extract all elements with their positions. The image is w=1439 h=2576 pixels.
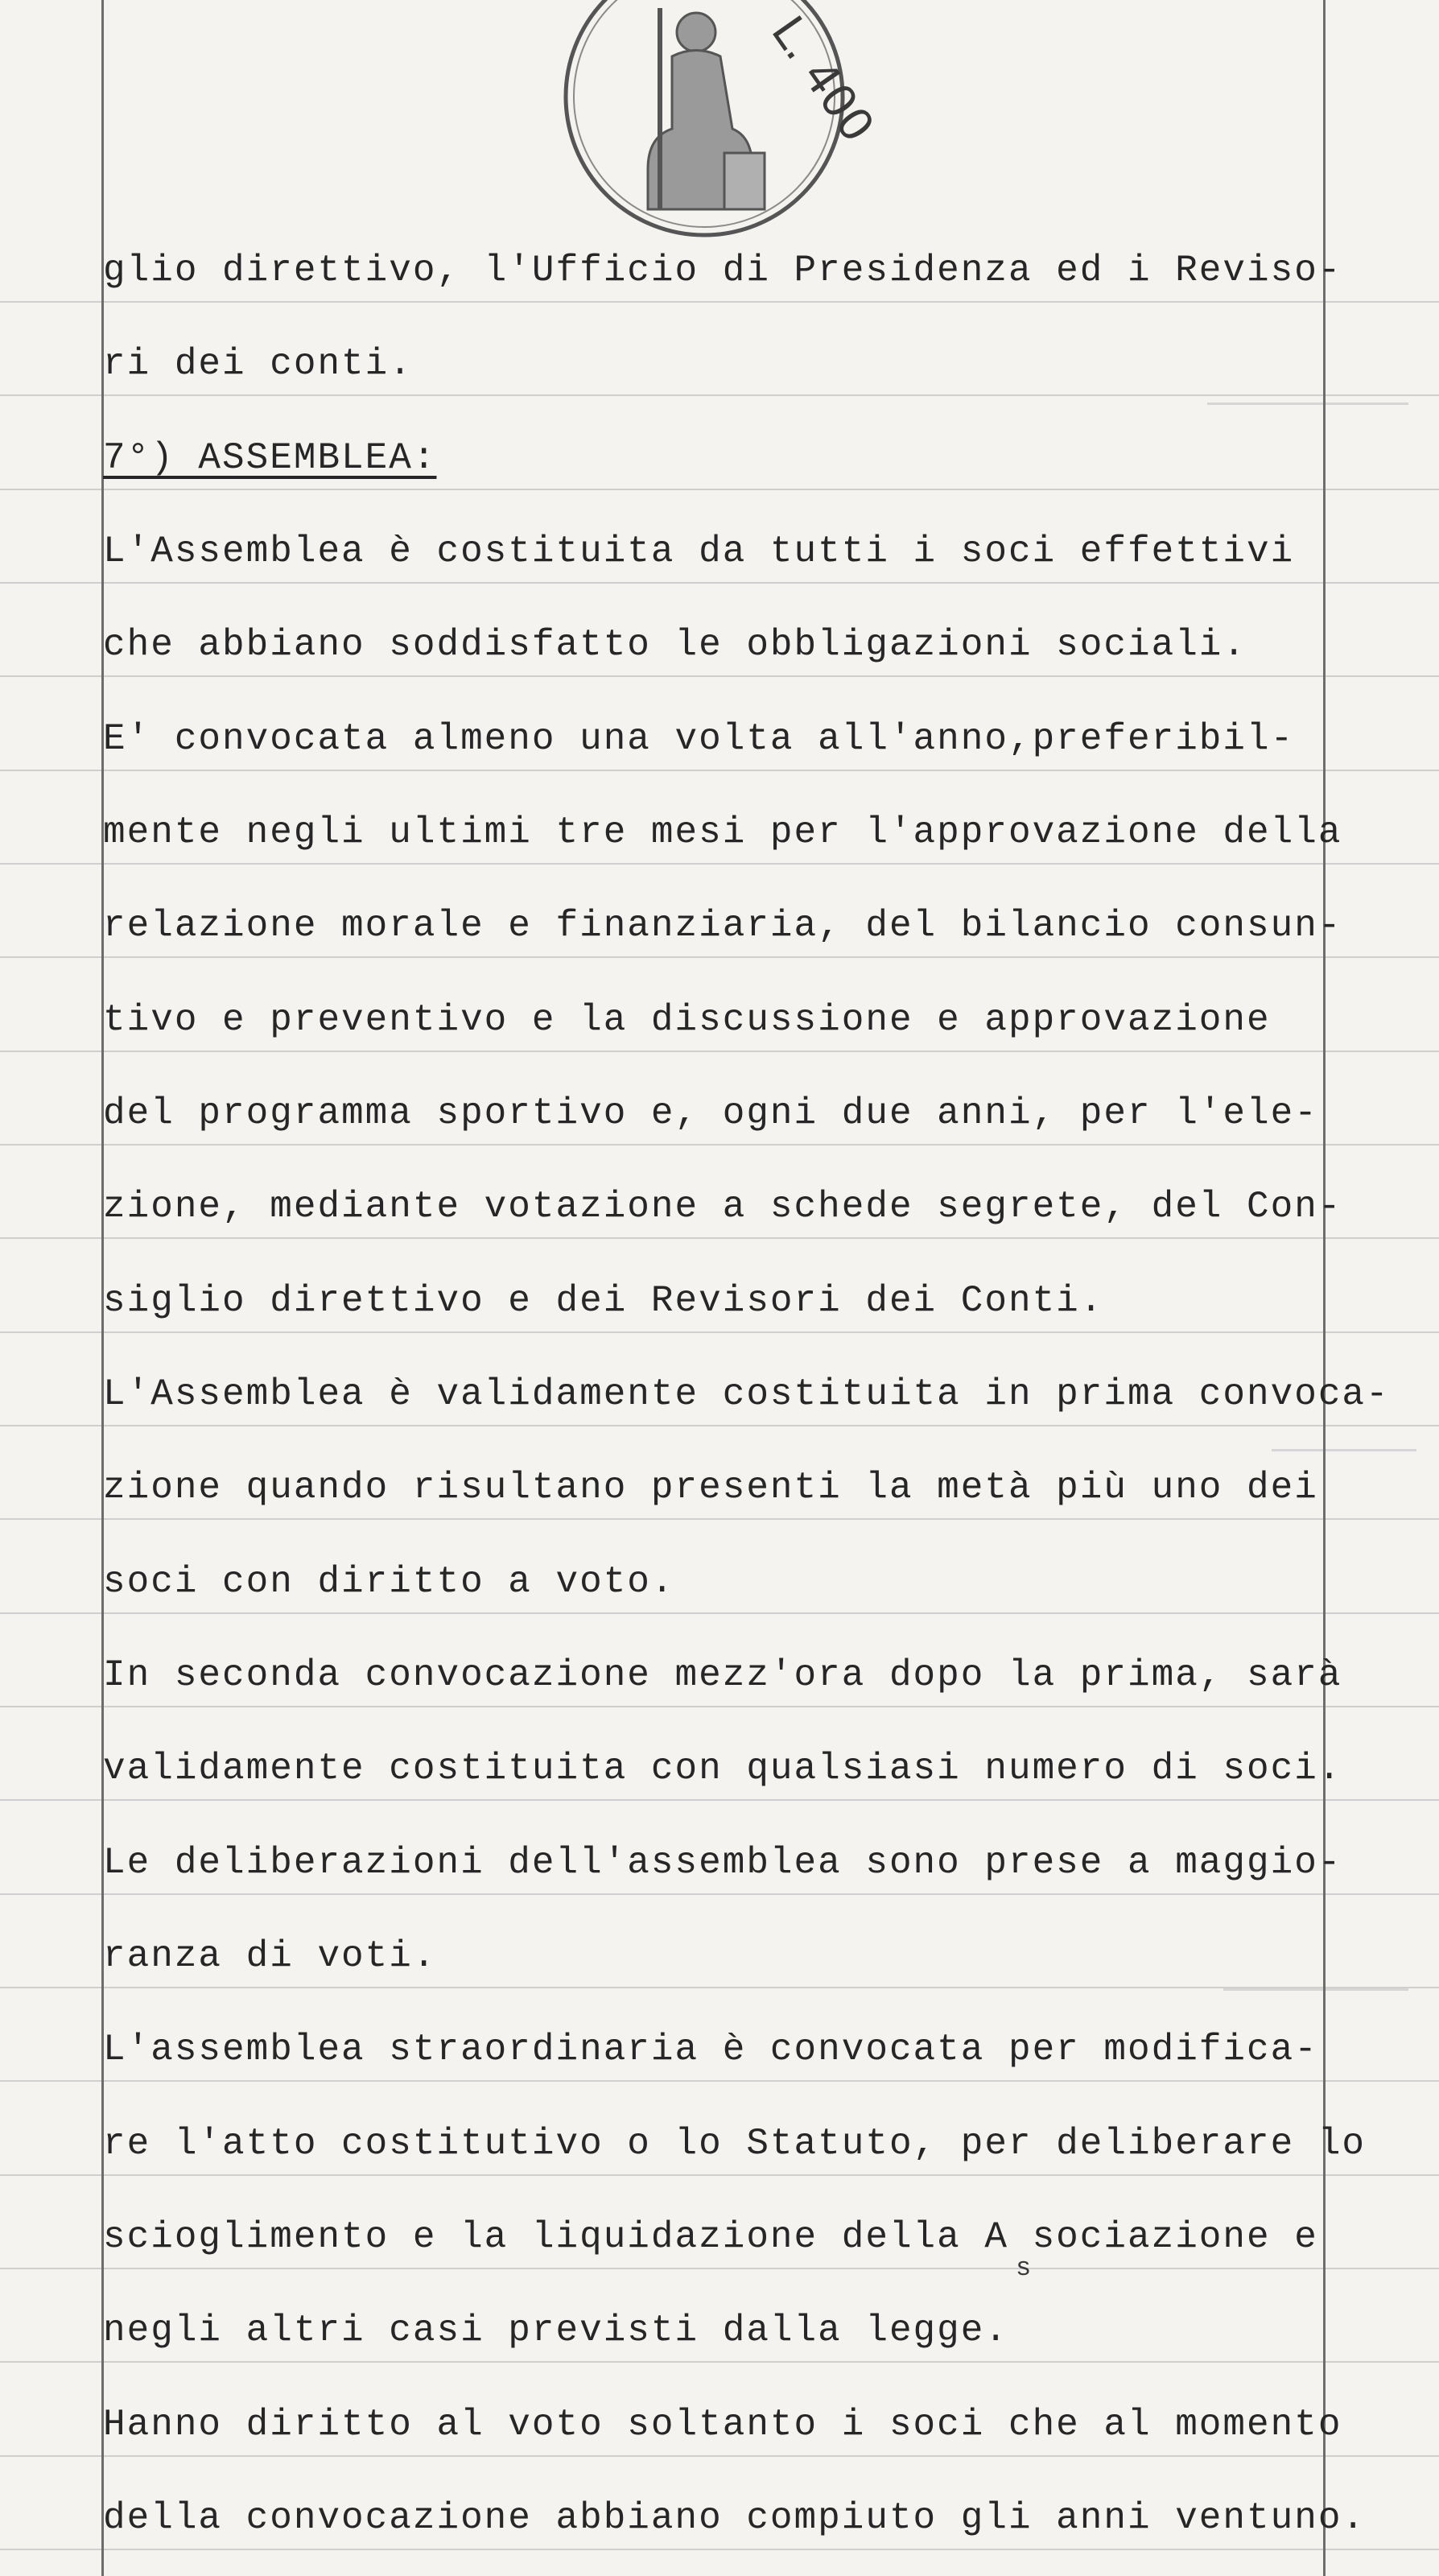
- rule-line: [0, 2174, 1439, 2176]
- text-line: validamente costituita con qualsiasi numero di soci.: [103, 1748, 1342, 1790]
- rule-line: [0, 1237, 1439, 1239]
- bleed-through-mark: [1272, 1449, 1416, 1451]
- rule-line: [0, 1144, 1439, 1146]
- rule-line: [0, 1799, 1439, 1801]
- rule-line: [0, 1518, 1439, 1520]
- text-line: della convocazione abbiano compiuto gli anni ventuno.: [103, 2497, 1367, 2539]
- rule-line: [0, 1051, 1439, 1052]
- rule-line: [0, 1425, 1439, 1426]
- text-line: Hanno diritto al voto soltanto i soci che al momento: [103, 2404, 1342, 2446]
- rule-line: [0, 1331, 1439, 1333]
- right-margin-line: [1323, 0, 1326, 2576]
- text-line: Le deliberazioni dell'assemblea sono prese a maggio-: [103, 1842, 1342, 1884]
- rule-line: [0, 2080, 1439, 2082]
- text-line: zione quando risultano presenti la metà più uno dei: [103, 1467, 1318, 1509]
- text-line: L'Assemblea è validamente costituita in prima convoca-: [103, 1373, 1390, 1415]
- rule-line: [0, 956, 1439, 958]
- bleed-through-mark: [1207, 402, 1408, 405]
- rule-line: [0, 2455, 1439, 2457]
- text-line: L'Assemblea è costituita da tutti i soci effettivi: [103, 530, 1295, 572]
- text-line: L'assemblea straordinaria è convocata per modifica-: [103, 2029, 1318, 2070]
- rule-line: [0, 301, 1439, 303]
- rule-line: [0, 1893, 1439, 1895]
- rule-line: [0, 489, 1439, 490]
- text-line: relazione morale e finanziaria, del bilancio consun-: [103, 905, 1342, 947]
- text-line: glio direttivo, l'Ufficio di Presidenza ed i Reviso-: [103, 250, 1342, 291]
- rule-line: [0, 582, 1439, 584]
- text-line: soci con diritto a voto.: [103, 1561, 675, 1603]
- text-line: che abbiano soddisfatto le obbligazioni sociali.: [103, 624, 1247, 666]
- rule-line: [0, 2268, 1439, 2269]
- stamp-denomination: L. 400: [761, 6, 884, 152]
- text-line: In seconda convocazione mezz'ora dopo la prima, sarà: [103, 1654, 1342, 1696]
- rule-line: [0, 863, 1439, 865]
- revenue-stamp-seal: [559, 0, 884, 266]
- rule-line: [0, 2549, 1439, 2550]
- revenue-stamp-seated-figure-icon: [648, 8, 765, 209]
- rule-line: [0, 1706, 1439, 1707]
- rule-line: [0, 2361, 1439, 2363]
- inserted-letter: s: [1016, 2253, 1032, 2283]
- text-line: mente negli ultimi tre mesi per l'approvazione della: [103, 811, 1342, 853]
- text-line: negli altri casi previsti dalla legge.: [103, 2310, 1008, 2351]
- rule-line: [0, 770, 1439, 771]
- text-line: ranza di voti.: [103, 1935, 437, 1977]
- rule-line: [0, 675, 1439, 677]
- text-line: zione, mediante votazione a schede segrete, del Con-: [103, 1186, 1342, 1228]
- text-line: siglio direttivo e dei Revisori dei Conti.: [103, 1280, 1104, 1322]
- text-line: ri dei conti.: [103, 343, 413, 385]
- bleed-through-mark: [1223, 1988, 1408, 1991]
- text-line: E' convocata almeno una volta all'anno,preferibil-: [103, 718, 1295, 760]
- text-line: scioglimento e la liquidazione della A sociazione e: [103, 2216, 1318, 2258]
- text-line: re l'atto costitutivo o lo Statuto, per deliberare lo: [103, 2123, 1367, 2165]
- text-line: del programma sportivo e, ogni due anni, per l'ele-: [103, 1092, 1318, 1134]
- text-line: tivo e preventivo e la discussione e approvazione: [103, 999, 1271, 1041]
- section-heading: 7°) ASSEMBLEA:: [103, 437, 437, 479]
- rule-line: [0, 394, 1439, 396]
- rule-line: [0, 1612, 1439, 1614]
